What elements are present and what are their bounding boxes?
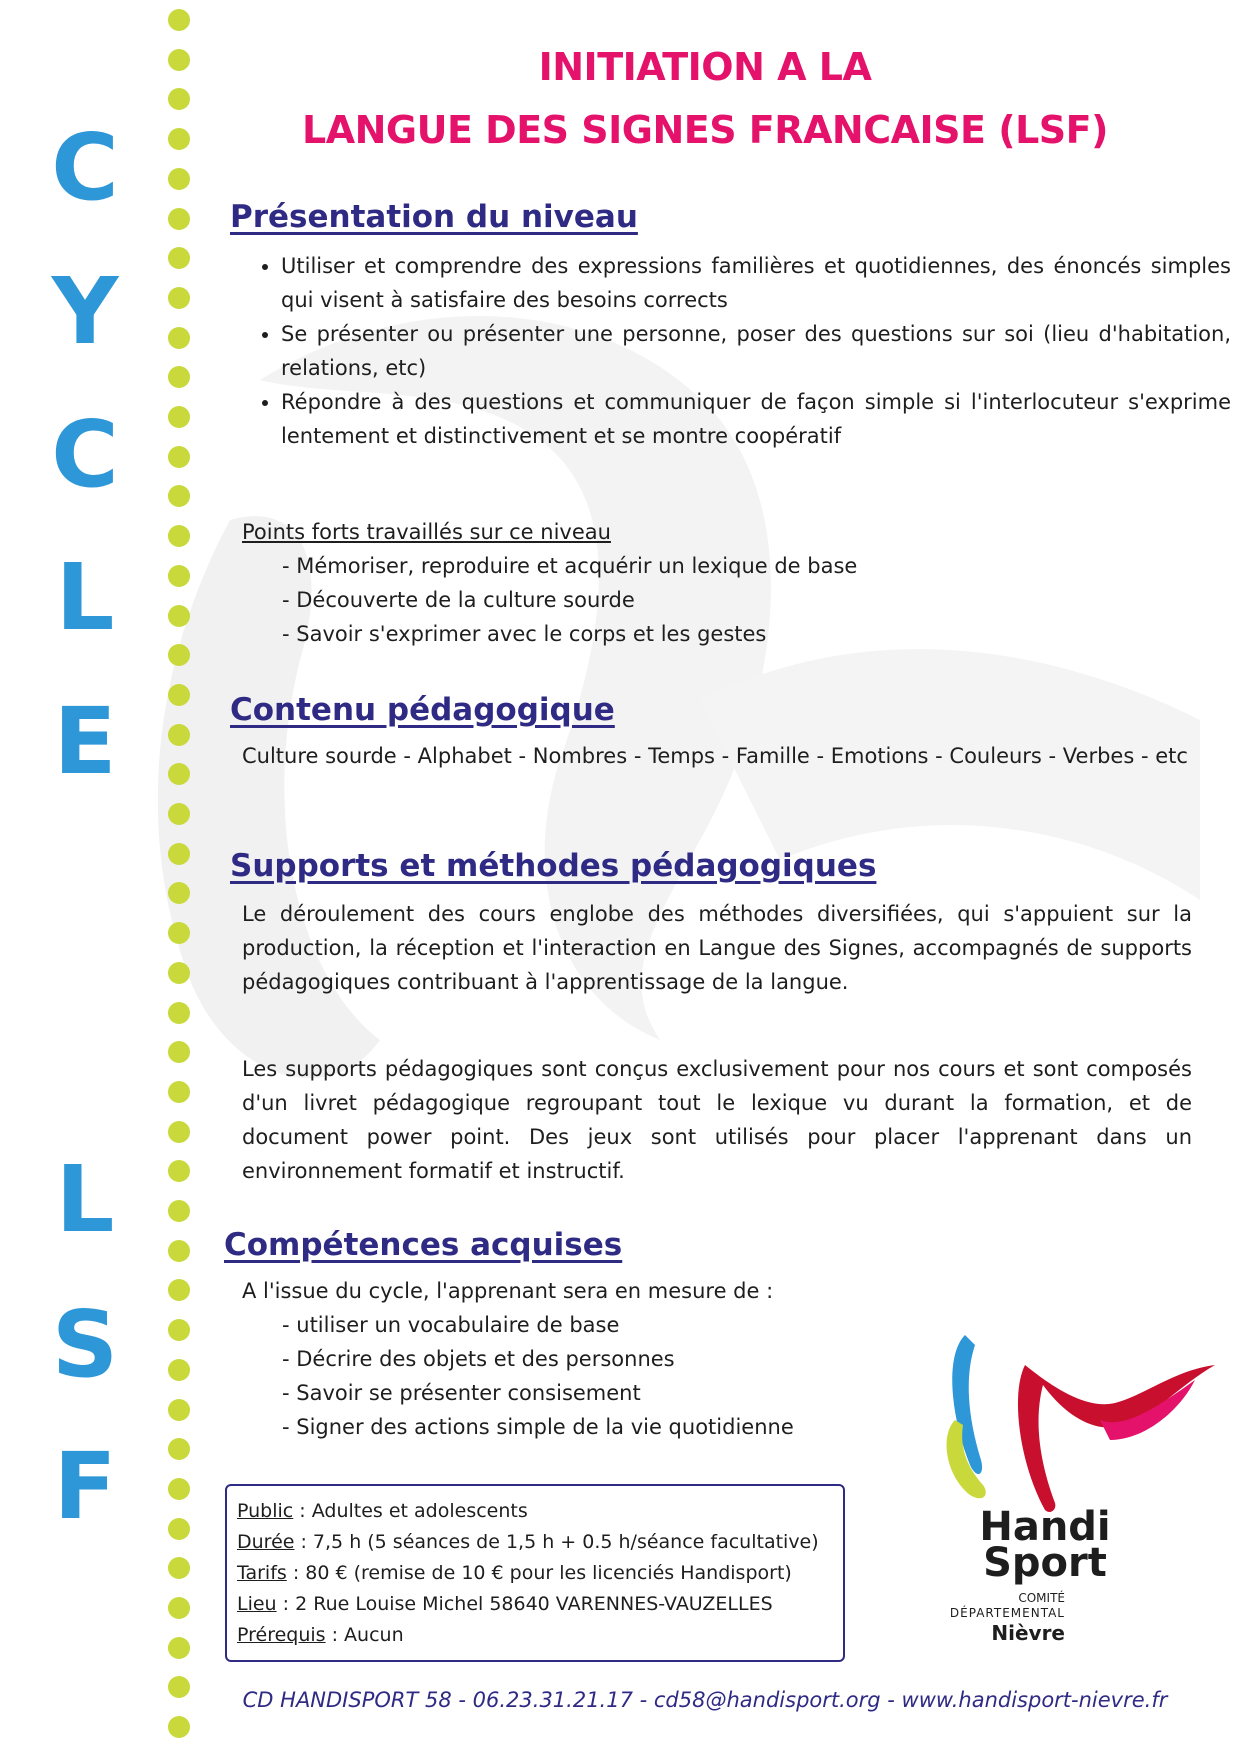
- side-letter-e: E: [53, 688, 117, 795]
- side-letter-l1: L: [55, 544, 115, 651]
- separator-dot: [168, 644, 190, 666]
- separator-dot: [168, 366, 190, 388]
- points-forts-item: - Savoir s'exprimer avec le corps et les gestes: [282, 622, 767, 646]
- separator-dot: [168, 1438, 190, 1460]
- separator-dot: [168, 1399, 190, 1421]
- separator-dot: [168, 1160, 190, 1182]
- info-tarifs-value: : 80 € (remise de 10 € pour les licenciés Handisport): [286, 1562, 792, 1584]
- title-line-1: INITIATION A LA: [538, 45, 872, 89]
- info-lieu-label: Lieu: [237, 1593, 277, 1615]
- logo-sport: Sport: [983, 1540, 1107, 1586]
- separator-dot: [168, 684, 190, 706]
- separator-dot: [168, 208, 190, 230]
- side-letter-s: S: [51, 1291, 119, 1398]
- info-duree-label: Durée: [237, 1531, 295, 1553]
- supports-paragraph-1: Le déroulement des cours englobe des méthodes diversifiées, qui s'appuient sur la production, la réception et l'interaction en Langue des Signes, accompagnés de supports pédagogiques contribuant à l'apprentissage de la langue.: [242, 902, 1192, 994]
- presentation-bullet: • Répondre à des questions et communiquer de façon simple si l'interlocuteur s'exprime lentement et distinctivement et se montre coopératif: [281, 385, 1231, 453]
- info-public-label: Public: [237, 1500, 294, 1522]
- side-title: [35, 0, 135, 1755]
- separator-dot: [168, 803, 190, 825]
- info-public-value: : Adultes et adolescents: [293, 1500, 528, 1522]
- presentation-bullet: • Utiliser et comprendre des expressions familières et quotidiennes, des énoncés simples qui visent à satisfaire des besoins corrects: [281, 249, 1231, 317]
- side-letter-c1: C: [51, 114, 119, 221]
- separator-dot: [168, 287, 190, 309]
- info-lieu: [237, 1589, 833, 1620]
- separator-dot: [168, 446, 190, 468]
- info-prerequis-value: : Aucun: [325, 1624, 404, 1646]
- separator-dot: [168, 1200, 190, 1222]
- competences-item: - utiliser un vocabulaire de base: [282, 1313, 620, 1337]
- points-forts-item: - Découverte de la culture sourde: [282, 588, 635, 612]
- separator-dot: [168, 88, 190, 110]
- competences-item: - Signer des actions simple de la vie quotidienne: [282, 1415, 794, 1439]
- side-letter-y: Y: [51, 258, 119, 365]
- separator-dot: [168, 168, 190, 190]
- separator-dot: [168, 843, 190, 865]
- side-letter-f: F: [53, 1433, 117, 1540]
- dotted-separator: [168, 5, 194, 1750]
- points-forts-title: Points forts travaillés sur ce niveau: [242, 520, 611, 544]
- handisport-logo: [925, 1325, 1225, 1665]
- separator-dot: [168, 1637, 190, 1659]
- separator-dot: [168, 763, 190, 785]
- info-public: [237, 1496, 833, 1527]
- competences-item: - Savoir se présenter consisement: [282, 1381, 641, 1405]
- footer-contact: CD HANDISPORT 58 - 06.23.31.21.17 - cd58@handisport.org - www.handisport-nievre.fr: [242, 1688, 1168, 1712]
- side-letter-c2: C: [51, 401, 119, 508]
- supports-heading: Supports et méthodes pédagogiques: [230, 848, 877, 884]
- separator-dot: [168, 1518, 190, 1540]
- info-prerequis-label: Prérequis: [237, 1624, 326, 1646]
- separator-dot: [168, 247, 190, 269]
- separator-dot: [168, 327, 190, 349]
- separator-dot: [168, 1716, 190, 1738]
- separator-dot: [168, 485, 190, 507]
- points-forts: [242, 515, 1192, 651]
- points-forts-item: - Mémoriser, reproduire et acquérir un lexique de base: [282, 554, 858, 578]
- handisport-logo-mark: [925, 1325, 1225, 1515]
- presentation-heading: Présentation du niveau: [230, 199, 638, 235]
- separator-dot: [168, 1041, 190, 1063]
- separator-dot: [168, 128, 190, 150]
- info-duree: [237, 1527, 833, 1558]
- competences-block: [242, 1274, 942, 1444]
- competences-item: - Décrire des objets et des personnes: [282, 1347, 675, 1371]
- separator-dot: [168, 1002, 190, 1024]
- separator-dot: [168, 406, 190, 428]
- separator-dot: [168, 1359, 190, 1381]
- info-lieu-value: : 2 Rue Louise Michel 58640 VARENNES-VAUZELLES: [276, 1593, 773, 1615]
- separator-dot: [168, 1676, 190, 1698]
- logo-comite: COMITÉ: [1018, 1591, 1065, 1605]
- title-line-2: LANGUE DES SIGNES FRANCAISE (LSF): [301, 108, 1108, 152]
- side-letter-l2: L: [55, 1146, 115, 1253]
- presentation-bullet: • Se présenter ou présenter une personne, poser des questions sur soi (lieu d'habitation, relations, etc): [281, 317, 1231, 385]
- separator-dot: [168, 962, 190, 984]
- info-prerequis: [237, 1620, 833, 1651]
- separator-dot: [168, 1279, 190, 1301]
- separator-dot: [168, 1319, 190, 1341]
- separator-dot: [168, 9, 190, 31]
- competences-heading: Compétences acquises: [224, 1227, 623, 1263]
- separator-dot: [168, 724, 190, 746]
- info-tarifs-label: Tarifs: [237, 1562, 287, 1584]
- separator-dot: [168, 1478, 190, 1500]
- contenu-heading: Contenu pédagogique: [230, 692, 615, 728]
- logo-departemental: DÉPARTEMENTAL: [949, 1606, 1065, 1620]
- contenu-text: Culture sourde - Alphabet - Nombres - Temps - Famille - Emotions - Couleurs - Verbes - etc: [242, 744, 1188, 768]
- logo-nievre: Nièvre: [991, 1621, 1065, 1645]
- presentation-bullets: [241, 249, 1231, 453]
- separator-dot: [168, 922, 190, 944]
- supports-paragraph-2: Les supports pédagogiques sont conçus exclusivement pour nos cours et sont composés d'un livret pédagogique regroupant tout le lexique vu durant la formation, et de document power point. Des jeux sont utilisés pour placer l'apprenant dans un environnement formatif et instructif.: [242, 1057, 1192, 1183]
- logo-handi: Handi: [979, 1504, 1111, 1550]
- separator-dot: [168, 882, 190, 904]
- separator-dot: [168, 1597, 190, 1619]
- competences-intro: A l'issue du cycle, l'apprenant sera en mesure de :: [242, 1279, 774, 1303]
- info-tarifs: [237, 1558, 833, 1589]
- separator-dot: [168, 1557, 190, 1579]
- separator-dot: [168, 525, 190, 547]
- separator-dot: [168, 605, 190, 627]
- separator-dot: [168, 1081, 190, 1103]
- info-box: [225, 1484, 845, 1662]
- separator-dot: [168, 1121, 190, 1143]
- separator-dot: [168, 1240, 190, 1262]
- info-duree-value: : 7,5 h (5 séances de 1,5 h + 0.5 h/séance facultative): [294, 1531, 819, 1553]
- separator-dot: [168, 49, 190, 71]
- separator-dot: [168, 565, 190, 587]
